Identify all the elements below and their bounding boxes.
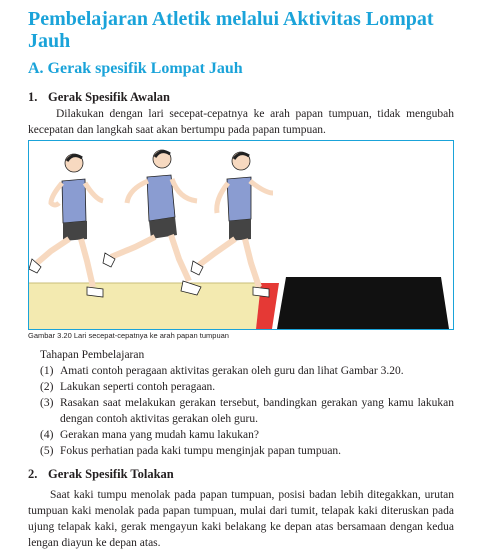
step-text: Rasakan saat melakukan gerakan tersebut, bandingkan gerakan yang kamu lakukan dengan contoh aktivitas gerakan oleh guru.	[60, 397, 454, 425]
step-text: Amati contoh peragaan aktivitas gerakan oleh guru dan lihat Gambar 3.20.	[60, 365, 404, 377]
section-2-number: 2.	[28, 467, 38, 481]
running-sequence-illustration	[29, 141, 453, 329]
step-text: Fokus perhatian pada kaki tumpu menginjak papan tumpuan.	[60, 445, 342, 457]
section-subtitle: A. Gerak spesifik Lompat Jauh	[28, 60, 243, 77]
section-1-number: 1.	[28, 90, 38, 104]
page-title: Pembelajaran Atletik melalui Aktivitas Lompat Jauh	[28, 8, 434, 52]
section-2-paragraph: Saat kaki tumpu menolak pada papan tumpuan, posisi badan lebih ditegakkan, urutan tumpuan kaki menolak pada papan tumpuan, mulai dari tumit, telapak kaki diteruskan pada ujung telapak kaki, gerak mengayun kaki belakang ke depan atas bersamaan dengan kedua lengan diayun ke depan atas.	[28, 489, 454, 549]
step-text: Gerakan mana yang mudah kamu lakukan?	[60, 429, 259, 441]
steps-label: Tahapan Pembelajaran	[40, 349, 145, 361]
track-lane	[29, 283, 261, 329]
step-number: (5)	[40, 445, 54, 457]
list-item	[40, 427, 454, 443]
runner-figure-2	[103, 150, 201, 295]
list-item	[40, 395, 454, 427]
landing-pit	[277, 277, 449, 329]
section-2-heading	[28, 467, 174, 481]
section-1-title: Gerak Spesifik Awalan	[48, 90, 171, 104]
step-number: (4)	[40, 429, 54, 441]
step-number: (2)	[40, 381, 54, 393]
section-1-heading	[28, 90, 170, 104]
step-number: (1)	[40, 365, 54, 377]
list-item	[40, 379, 454, 395]
runner-figure-1	[29, 154, 103, 297]
list-item	[40, 363, 454, 379]
section-1-paragraph: Dilakukan dengan lari secepat-cepatnya ke arah papan tumpuan, tidak mengubah kecepatan dan langkah saat akan bertumpu pada papan tumpuan.	[28, 108, 454, 136]
step-text: Lakukan seperti contoh peragaan.	[60, 381, 216, 393]
figure-caption: Gambar 3.20 Lari secepat-cepatnya ke arah papan tumpuan	[28, 331, 229, 340]
step-number: (3)	[40, 397, 54, 409]
section-2-title: Gerak Spesifik Tolakan	[48, 467, 174, 481]
runner-figure-3	[191, 152, 273, 297]
list-item	[40, 443, 454, 459]
figure-running-illustration	[28, 140, 454, 330]
steps-list	[40, 363, 454, 459]
